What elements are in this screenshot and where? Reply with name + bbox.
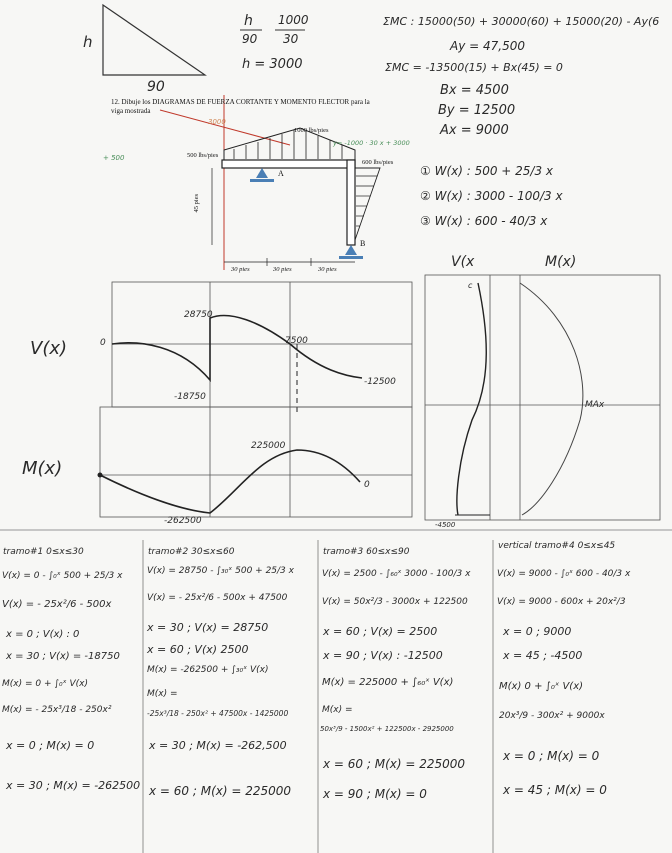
by-result: By = 12500 — [438, 103, 516, 118]
tramo-2-title: tramo#2 30≤x≤60 — [148, 547, 235, 557]
column-neg4500: -4500 — [435, 521, 456, 529]
tramo-2-line-4: x = 60 ; V(x) 2500 — [147, 643, 249, 656]
tramo-1-line-2: V(x) = - 25x²/6 - 500x — [2, 599, 112, 610]
shear-axis-label: V(x) — [30, 338, 68, 359]
tramo-3-line-8: x = 60 ; M(x) = 225000 — [323, 757, 466, 771]
tramo-1-line-4: x = 30 ; V(x) = -18750 — [6, 651, 120, 662]
triangle-sketch — [103, 5, 205, 75]
dim-30-a: 30 pies — [231, 266, 250, 273]
load-600-label: 600 lbs/pies — [362, 159, 394, 166]
moment-diagram — [98, 407, 413, 517]
tramo-4-line-6: 20x³/9 - 300x² + 9000x — [499, 711, 605, 721]
side-500: + 500 — [103, 154, 125, 162]
problem-line-2: viga mostrada — [111, 107, 151, 115]
tramo-2-line-8: x = 30 ; M(x) = -262,500 — [149, 739, 287, 752]
tramo-4 — [495, 536, 670, 853]
tramo-1-line-3: x = 0 ; V(x) : 0 — [6, 629, 80, 640]
ratio-left-num: h — [244, 13, 253, 29]
tramo-3-line-5: M(x) = 225000 + ∫₆₀ˣ V(x) — [322, 677, 454, 688]
tramo-2-line-1: V(x) = 28750 - ∫₃₀ˣ 500 + 25/3 x — [147, 566, 294, 576]
tramo-1-line-8: x = 30 ; M(x) = -262500 — [6, 779, 141, 792]
moment-zero-end: 0 — [364, 480, 370, 490]
column-mmax-label: MAx — [585, 400, 605, 410]
height-3000: 3000 — [208, 118, 226, 126]
shear-7500: 7500 — [285, 336, 308, 346]
tramo-2 — [145, 540, 317, 853]
load-function-1: ① W(x) : 500 + 25/3 x — [420, 164, 554, 178]
load-function-3: ③ W(x) : 600 - 40/3 x — [420, 214, 548, 228]
tramo-4-line-3: x = 0 ; 9000 — [503, 625, 572, 638]
tramo-4-line-2: V(x) = 9000 - 600x + 20x²/3 — [497, 597, 626, 607]
moment-axis-label: M(x) — [22, 458, 63, 479]
shear-neg12500: -12500 — [364, 377, 396, 387]
column-diagrams — [425, 275, 660, 520]
ay-result: Ay = 47,500 — [450, 39, 525, 53]
moment-neg262500: -262500 — [164, 516, 202, 526]
tramo-4-title: vertical tramo#4 0≤x≤45 — [498, 541, 616, 551]
tramo-3-line-7: 50x³/9 - 1500x² + 122500x - 2925000 — [320, 725, 454, 733]
tramo-3-line-3: x = 60 ; V(x) = 2500 — [323, 625, 438, 638]
shear-zero: 0 — [100, 338, 106, 348]
shear-28750: 28750 — [184, 310, 213, 320]
dim-45: 45 pies — [193, 193, 201, 213]
tramo-4-line-8: x = 45 ; M(x) = 0 — [503, 783, 607, 797]
tramo-1-line-7: x = 0 ; M(x) = 0 — [6, 739, 95, 752]
shear-neg18750: -18750 — [174, 392, 206, 402]
sum-moments-b: ΣMC = -13500(15) + Bx(45) = 0 — [385, 61, 563, 74]
support-a-label: A — [278, 169, 284, 178]
ratio-right-num: 1000 — [278, 13, 309, 27]
shear-diagram — [112, 282, 412, 412]
tramo-3-line-9: x = 90 ; M(x) = 0 — [323, 787, 427, 801]
tramo-3-line-1: V(x) = 2500 - ∫₆₀ˣ 3000 - 100/3 x — [322, 569, 471, 579]
tramo-2-line-3: x = 30 ; V(x) = 28750 — [147, 621, 269, 634]
tramo-4-line-1: V(x) = 9000 - ∫₀ˣ 600 - 40/3 x — [497, 569, 631, 579]
sum-moments-c: ΣMC : 15000(50) + 30000(60) + 15000(20) - Ay(6 — [383, 15, 660, 28]
column-c-label: c — [468, 281, 473, 290]
line-equation: y= -1000 · 30 x + 3000 — [333, 139, 410, 147]
dim-30-c: 30 pies — [318, 266, 337, 273]
tramo-1-line-1: V(x) = 0 - ∫₀ˣ 500 + 25/3 x — [2, 571, 123, 581]
ratio-left-den: 90 — [242, 32, 258, 46]
tramo-4-line-4: x = 45 ; -4500 — [503, 649, 583, 662]
tramo-4-line-5: M(x) 0 + ∫₀ˣ V(x) — [499, 681, 584, 692]
column-m-label: M(x) — [545, 254, 577, 270]
tramo-2-line-7: -25x³/18 - 250x² + 47500x - 1425000 — [147, 709, 289, 718]
h-result: h = 3000 — [242, 57, 303, 72]
load-500-label: 500 lbs/pies — [187, 152, 219, 159]
triangle-base-label: 90 — [147, 79, 165, 95]
tramo-1-title: tramo#1 0≤x≤30 — [3, 547, 84, 557]
load-1000-label: 1000 lbs/pies — [294, 127, 329, 134]
column-v-label: V(x — [451, 254, 475, 270]
triangle-h-label: h — [83, 33, 93, 51]
tramo-4-line-7: x = 0 ; M(x) = 0 — [503, 749, 600, 763]
beam-figure — [160, 95, 380, 270]
moment-225000: 225000 — [251, 441, 286, 451]
tramo-3-line-2: V(x) = 50x²/3 - 3000x + 122500 — [322, 597, 468, 607]
problem-line-1: 12. Dibuje los DIAGRAMAS DE FUERZA CORTANTE Y MOMENTO FLECTOR para la — [111, 98, 370, 106]
tramo-3-line-6: M(x) = — [322, 705, 353, 715]
ratio-right-den: 30 — [283, 32, 299, 46]
tramo-2-line-2: V(x) = - 25x²/6 - 500x + 47500 — [147, 593, 288, 603]
tramo-1-line-5: M(x) = 0 + ∫₀ˣ V(x) — [2, 679, 89, 689]
tramo-3-line-4: x = 90 ; V(x) : -12500 — [323, 649, 443, 662]
tramo-2-line-5: M(x) = -262500 + ∫₃₀ˣ V(x) — [147, 665, 269, 675]
tramo-1-line-6: M(x) = - 25x³/18 - 250x² — [2, 705, 112, 715]
bx-result: Bx = 4500 — [440, 83, 509, 98]
dim-30-b: 30 pies — [273, 266, 292, 273]
tramo-3 — [320, 540, 492, 853]
ax-result: Ax = 9000 — [440, 123, 509, 138]
tramo-3-title: tramo#3 60≤x≤90 — [323, 547, 410, 557]
support-b-label: B — [360, 239, 366, 248]
load-function-2: ② W(x) : 3000 - 100/3 x — [420, 189, 563, 203]
tramo-2-line-9: x = 60 ; M(x) = 225000 — [149, 784, 292, 798]
tramo-2-line-6: M(x) = — [147, 689, 178, 699]
tramo-1 — [0, 540, 143, 853]
